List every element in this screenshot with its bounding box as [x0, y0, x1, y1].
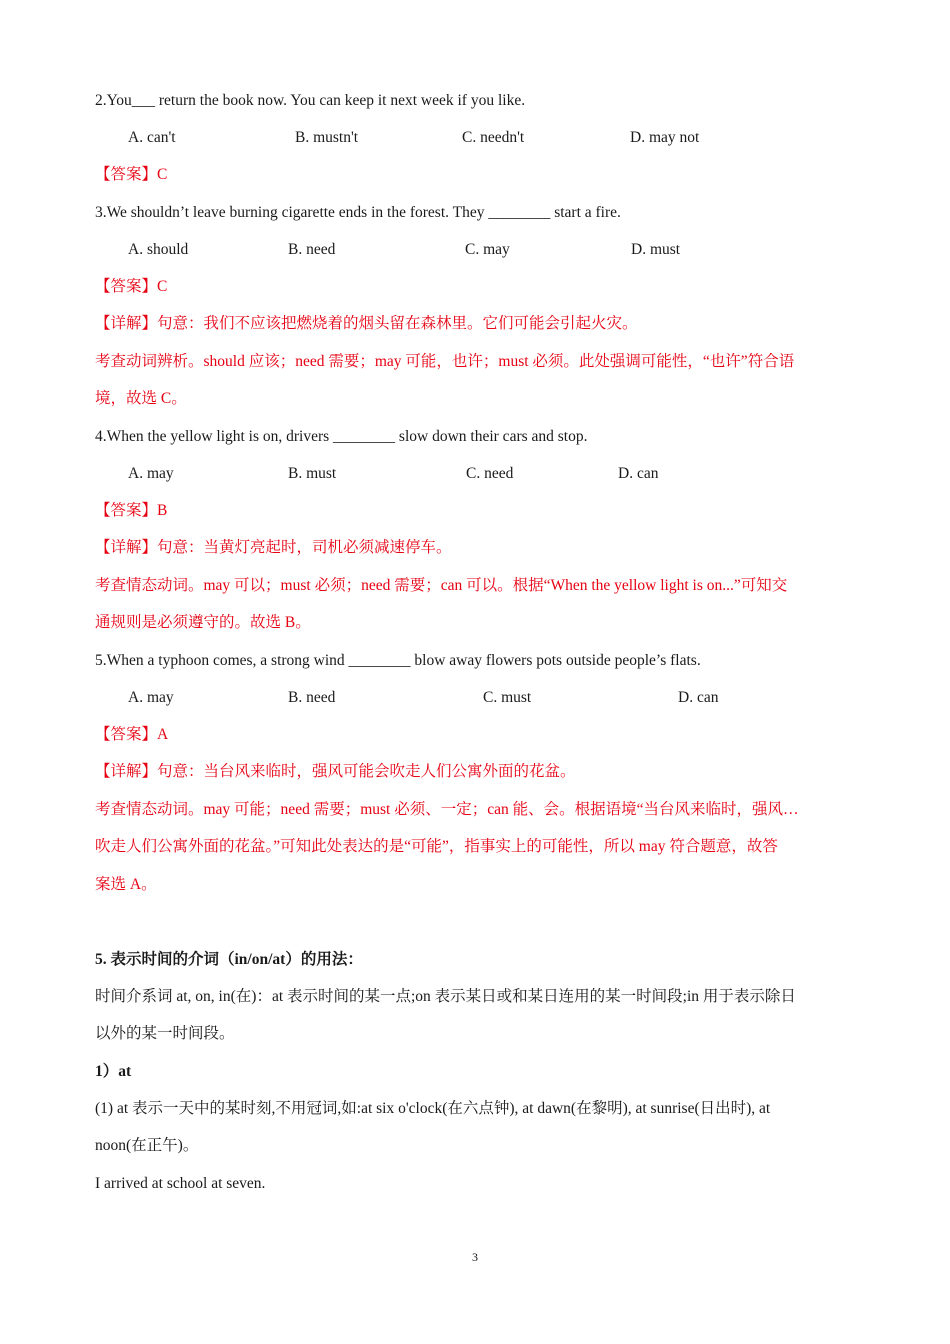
section-rule-line: noon(在正午)。 [95, 1137, 199, 1154]
question-4-option-d: D. can [618, 465, 659, 482]
question-5-option-d: D. can [678, 689, 719, 706]
question-4-detail-line: 通规则是必须遵守的。故选 B。 [95, 614, 311, 631]
section-sub-heading: 1）at [95, 1063, 132, 1080]
question-4-detail-line: 考查情态动词。may 可以；must 必须；need 需要；can 可以。根据“When the yellow light is on...”可知交 [95, 577, 788, 594]
question-3-answer: 【答案】C [95, 278, 168, 295]
question-3-detail-line: 【详解】句意：我们不应该把燃烧着的烟头留在森林里。它们可能会引起火灾。 [95, 315, 638, 332]
question-5-option-c: C. must [483, 689, 532, 706]
question-5-stem: 5.When a typhoon comes, a strong wind ________ blow away flowers pots outside people’s flats. [95, 652, 701, 669]
section-example: I arrived at school at seven. [95, 1175, 266, 1192]
question-3-option-a: A. should [128, 241, 189, 258]
section-rule-line: (1) at 表示一天中的某时刻,不用冠词,如:at six o'clock(在六点钟), at dawn(在黎明), at sunrise(日出时), at [95, 1100, 771, 1117]
question-3-option-c: C. may [465, 241, 510, 258]
question-2-option-d: D. may not [630, 129, 700, 146]
question-5-option-a: A. may [128, 689, 174, 706]
question-2-option-b: B. mustn't [295, 129, 359, 146]
question-3-detail-line: 考查动词辨析。should 应该；need 需要；may 可能，也许；must 必须。此处强调可能性，“也许”符合语 [95, 353, 795, 370]
question-4-stem: 4.When the yellow light is on, drivers ________ slow down their cars and stop. [95, 428, 588, 445]
question-5-detail-line: 考查情态动词。may 可能；need 需要；must 必须、一定；can 能、会。根据语境“当台风来临时，强风… [95, 801, 799, 818]
section-heading: 5. 表示时间的介词（in/on/at）的用法： [95, 951, 363, 968]
question-2-answer: 【答案】C [95, 166, 168, 183]
question-5-detail-line: 吹走人们公寓外面的花盆。”可知此处表达的是“可能”，指事实上的可能性，所以 may 符合题意，故答 [95, 838, 778, 855]
question-5-answer: 【答案】A [95, 726, 169, 743]
question-4-option-b: B. must [288, 465, 337, 482]
question-4-option-c: C. need [466, 465, 514, 482]
question-5-detail-line: 【详解】句意：当台风来临时，强风可能会吹走人们公寓外面的花盆。 [95, 763, 576, 780]
question-3-option-b: B. need [288, 241, 336, 258]
question-5-detail-line: 案选 A。 [95, 876, 157, 893]
question-2-option-c: C. needn't [462, 129, 525, 146]
section-intro-line: 时间介系词 at, on, in(在)：at 表示时间的某一点;on 表示某日或和某日连用的某一时间段;in 用于表示除日 [95, 988, 796, 1005]
section-intro-line: 以外的某一时间段。 [95, 1025, 235, 1042]
question-2-stem: 2.You___ return the book now. You can keep it next week if you like. [95, 92, 526, 109]
question-3-stem: 3.We shouldn’t leave burning cigarette ends in the forest. They ________ start a fire. [95, 204, 621, 221]
question-3-detail-line: 境，故选 C。 [95, 390, 187, 407]
question-4-answer: 【答案】B [95, 502, 168, 519]
question-4-detail-line: 【详解】句意：当黄灯亮起时，司机必须减速停车。 [95, 539, 452, 556]
question-3-option-d: D. must [631, 241, 681, 258]
question-2-option-a: A. can't [128, 129, 176, 146]
question-4-option-a: A. may [128, 465, 174, 482]
page-number: 3 [472, 1250, 478, 1264]
question-5-option-b: B. need [288, 689, 336, 706]
